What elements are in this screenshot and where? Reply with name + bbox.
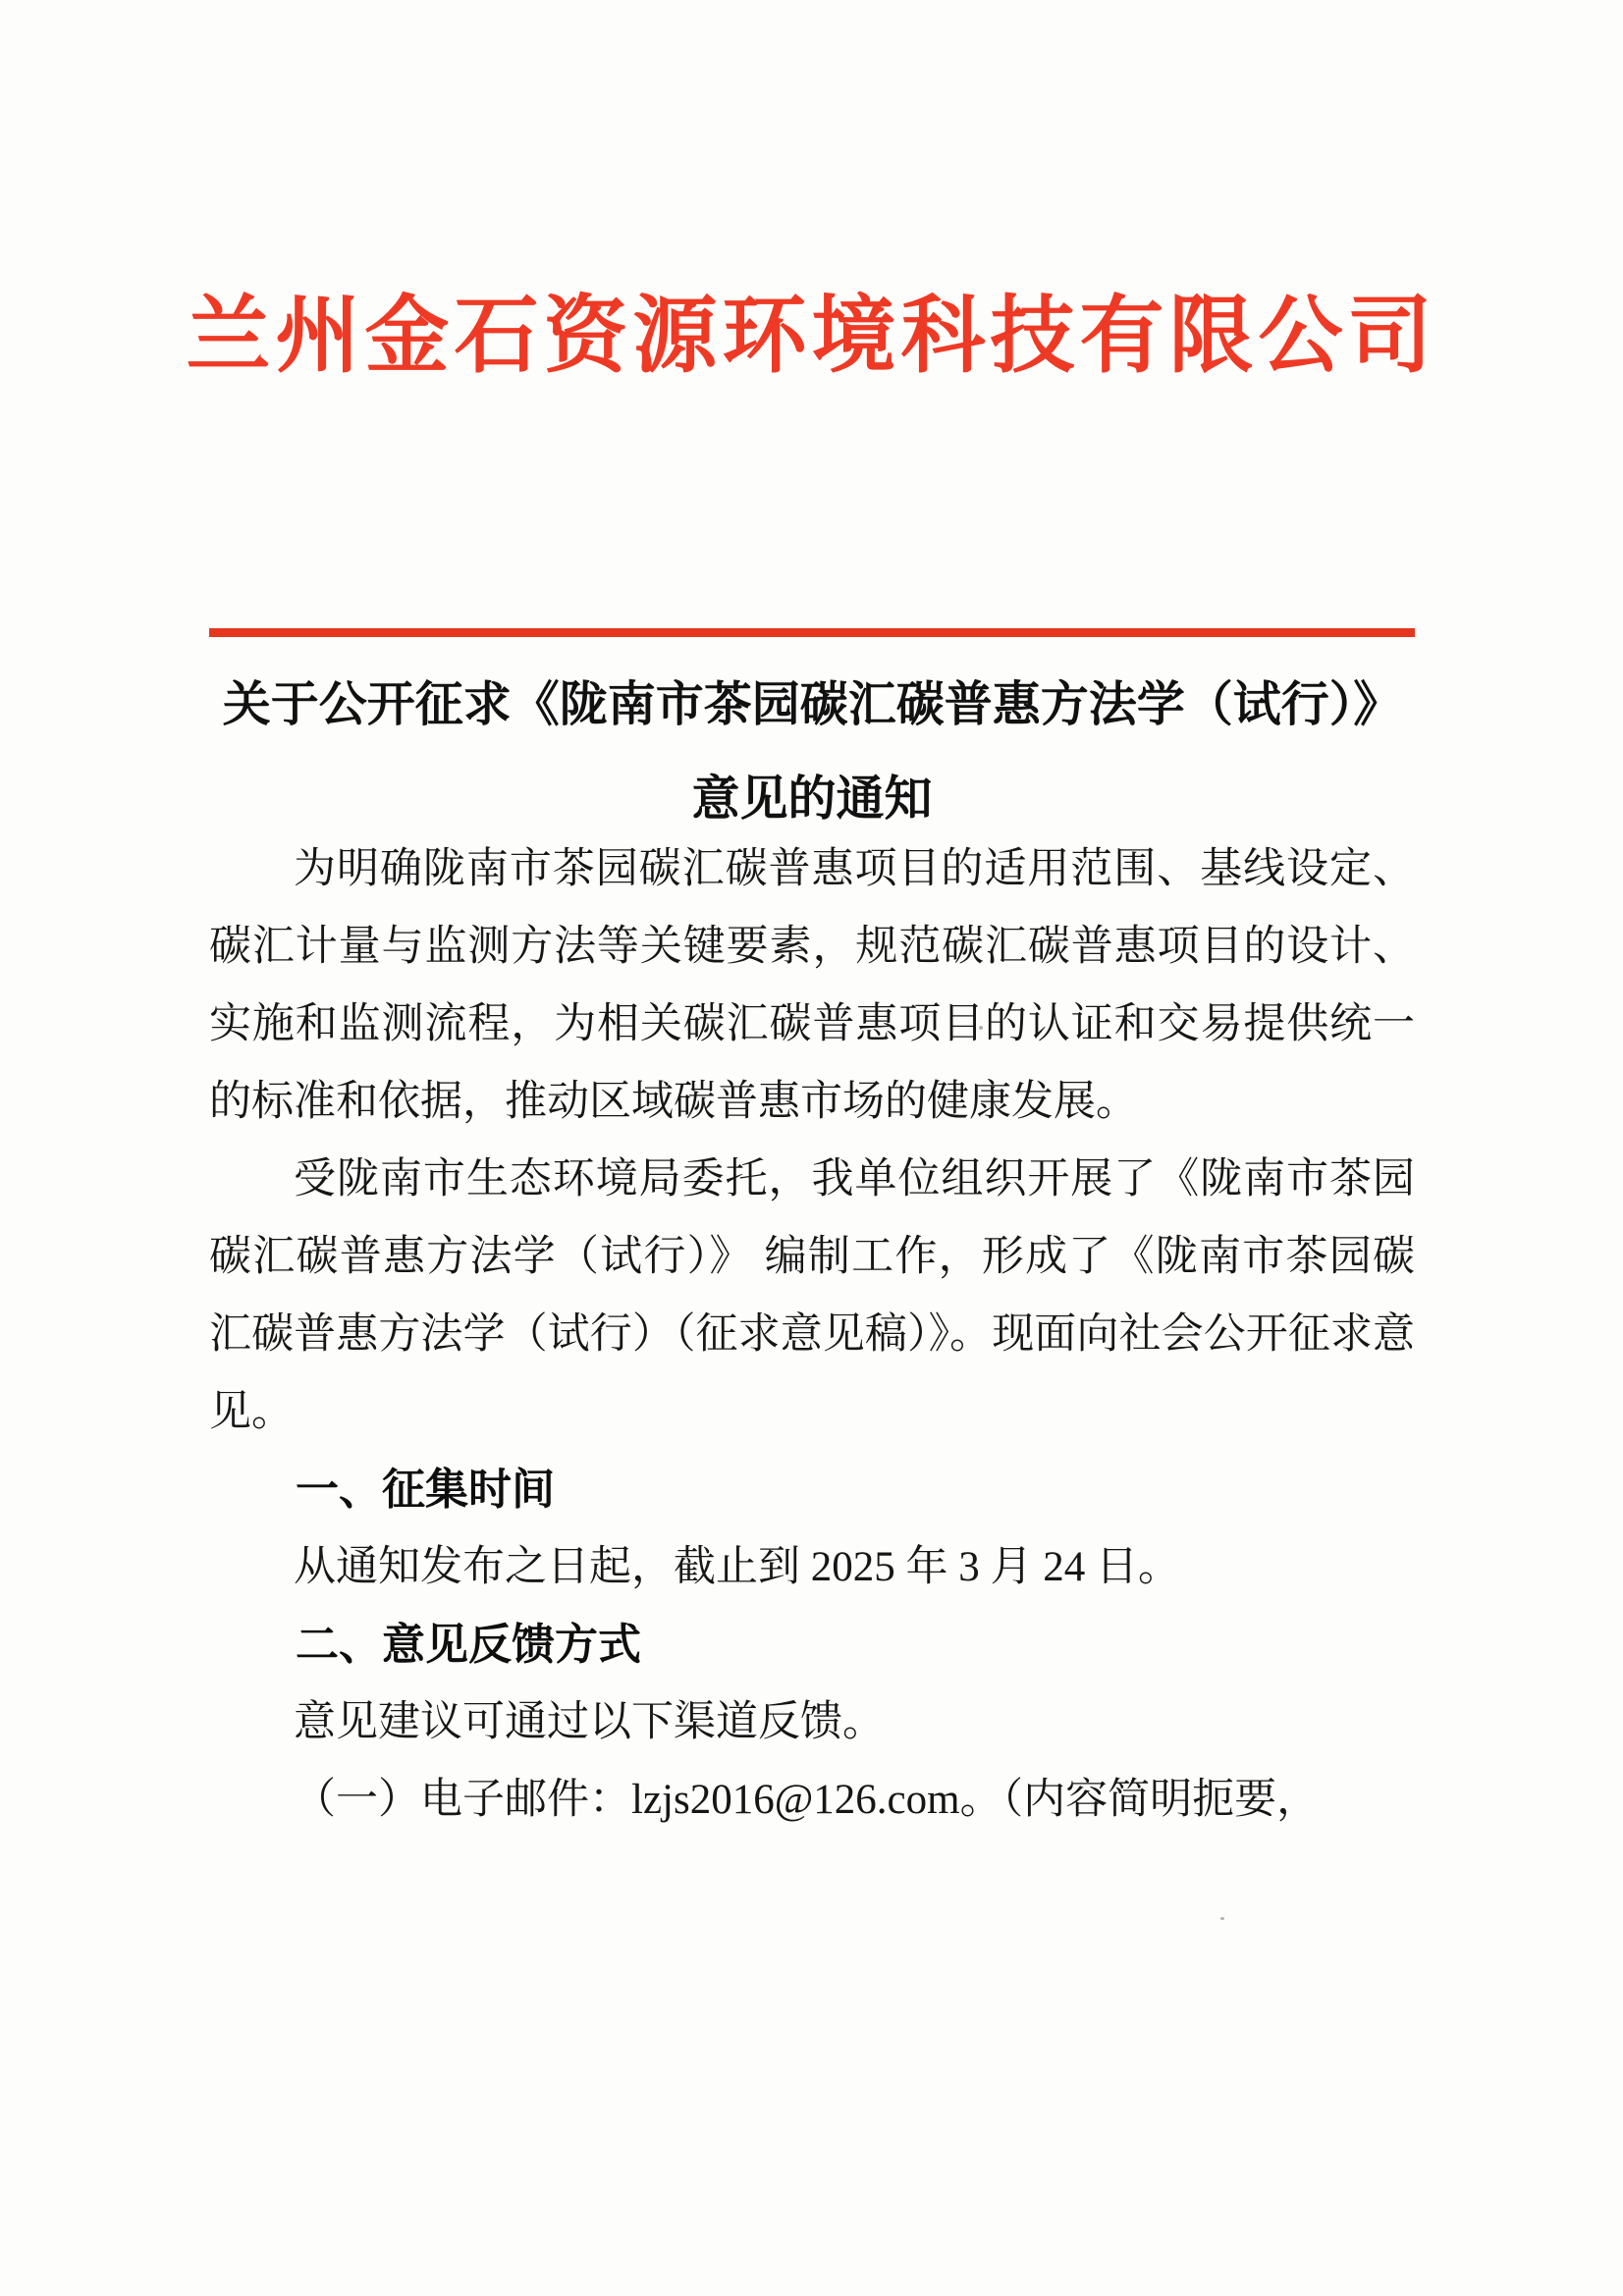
notice-body <box>209 830 1415 1839</box>
scan-speck <box>1220 1917 1224 1920</box>
notice-title-line1: 关于公开征求《陇南市茶园碳汇碳普惠方法学（试行）》 <box>222 677 1402 731</box>
company-letterhead: 兰州金石资源环境科技有限公司 <box>186 289 1437 383</box>
section-heading-feedback-method: 二、意见反馈方式 <box>296 1621 641 1669</box>
scan-speck <box>979 1026 983 1030</box>
letterhead-divider-rule <box>209 628 1415 637</box>
section-body-feedback-method: 意见建议可通过以下渠道反馈。 <box>294 1699 885 1745</box>
section-body-collection-time: 从通知发布之日起，截止到 2025 年 3 月 24 日。 <box>294 1544 1180 1590</box>
body-paragraph-background: 受陇南市生态环境局委托，我单位组织开展了《陇南市茶园碳汇碳普惠方法学（试行）》 编制工作，形成了《陇南市茶园碳汇碳普惠方法学（试行）（征求意见稿）》。现面向社会公开征求意见。 <box>209 1156 1415 1435</box>
notice-title <box>192 658 1432 846</box>
feedback-item-email: （一）电子邮件：lzjs2016@126.com。（内容简明扼要， <box>294 1777 1320 1823</box>
section-heading-collection-time: 一、征集时间 <box>296 1466 555 1514</box>
notice-title-line2: 意见的通知 <box>691 772 933 826</box>
body-paragraph-purpose: 为明确陇南市茶园碳汇碳普惠项目的适用范围、基线设定、碳汇计量与监测方法等关键要素，规范碳汇碳普惠项目的设计、实施和监测流程，为相关碳汇碳普惠项目的认证和交易提供统一的标准和依据，推动区域碳普惠市场的健康发展。 <box>209 846 1415 1125</box>
